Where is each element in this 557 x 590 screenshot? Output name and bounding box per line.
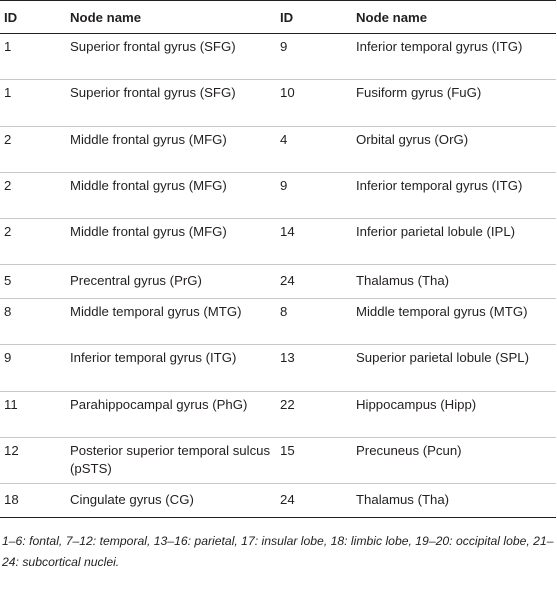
- cell-id-1: 2: [0, 126, 68, 172]
- table-footnote: 1–6: fontal, 7–12: temporal, 13–16: parietal, 17: insular lobe, 18: limbic lobe, 19–20: occipital lobe, 21–24: subcortical nuclei.: [2, 534, 554, 569]
- cell-id-2: 15: [280, 437, 356, 483]
- cell-node-name-1: Precentral gyrus (PrG): [68, 265, 280, 299]
- cell-node-name-1: Parahippocampal gyrus (PhG): [68, 391, 280, 437]
- cell-id-1: 2: [0, 172, 68, 218]
- header-id-2: ID: [280, 1, 356, 34]
- cell-id-1: 11: [0, 391, 68, 437]
- cell-node-name-1: Superior frontal gyrus (SFG): [68, 80, 280, 126]
- cell-node-name-2: Superior parietal lobule (SPL): [356, 345, 556, 391]
- cell-id-1: 2: [0, 219, 68, 265]
- table-row: [0, 80, 556, 126]
- cell-node-name-2: Orbital gyrus (OrG): [356, 126, 556, 172]
- cell-id-1: 18: [0, 484, 68, 518]
- cell-id-1: 8: [0, 298, 68, 344]
- table-row: [0, 34, 556, 80]
- cell-node-name-1: Inferior temporal gyrus (ITG): [68, 345, 280, 391]
- table-row: [0, 437, 556, 483]
- cell-id-2: 22: [280, 391, 356, 437]
- table-row: [0, 265, 556, 299]
- cell-id-2: 24: [280, 484, 356, 518]
- cell-id-1: 1: [0, 34, 68, 80]
- table-row: [0, 345, 556, 391]
- cell-node-name-2: Thalamus (Tha): [356, 484, 556, 518]
- cell-node-name-1: Middle temporal gyrus (MTG): [68, 298, 280, 344]
- header-node-name-2: Node name: [356, 1, 556, 34]
- table-row: [0, 298, 556, 344]
- cell-id-2: 9: [280, 172, 356, 218]
- cell-node-name-2: Fusiform gyrus (FuG): [356, 80, 556, 126]
- cell-node-name-1: Superior frontal gyrus (SFG): [68, 34, 280, 80]
- table-row: [0, 484, 556, 518]
- cell-id-1: 9: [0, 345, 68, 391]
- cell-id-2: 13: [280, 345, 356, 391]
- cell-node-name-2: Inferior temporal gyrus (ITG): [356, 34, 556, 80]
- cell-id-2: 4: [280, 126, 356, 172]
- cell-id-2: 14: [280, 219, 356, 265]
- cell-id-1: 5: [0, 265, 68, 299]
- header-row: [0, 1, 556, 34]
- table-row: [0, 391, 556, 437]
- cell-node-name-1: Middle frontal gyrus (MFG): [68, 126, 280, 172]
- cell-node-name-1: Middle frontal gyrus (MFG): [68, 219, 280, 265]
- header-id-1: ID: [0, 1, 68, 34]
- cell-node-name-1: Cingulate gyrus (CG): [68, 484, 280, 518]
- cell-id-1: 12: [0, 437, 68, 483]
- cell-id-2: 10: [280, 80, 356, 126]
- cell-id-2: 24: [280, 265, 356, 299]
- cell-id-2: 8: [280, 298, 356, 344]
- cell-node-name-1: Posterior superior temporal sulcus (pSTS): [68, 437, 280, 483]
- table-row: [0, 126, 556, 172]
- cell-node-name-1: Middle frontal gyrus (MFG): [68, 172, 280, 218]
- table-body: [0, 34, 556, 518]
- cell-id-2: 9: [280, 34, 356, 80]
- table-row: [0, 172, 556, 218]
- cell-node-name-2: Precuneus (Pcun): [356, 437, 556, 483]
- cell-node-name-2: Thalamus (Tha): [356, 265, 556, 299]
- cell-node-name-2: Inferior temporal gyrus (ITG): [356, 172, 556, 218]
- table-header: [0, 1, 556, 34]
- cell-node-name-2: Middle temporal gyrus (MTG): [356, 298, 556, 344]
- table-row: [0, 219, 556, 265]
- cell-node-name-2: Hippocampus (Hipp): [356, 391, 556, 437]
- cell-id-1: 1: [0, 80, 68, 126]
- cell-node-name-2: Inferior parietal lobule (IPL): [356, 219, 556, 265]
- header-node-name-1: Node name: [68, 1, 280, 34]
